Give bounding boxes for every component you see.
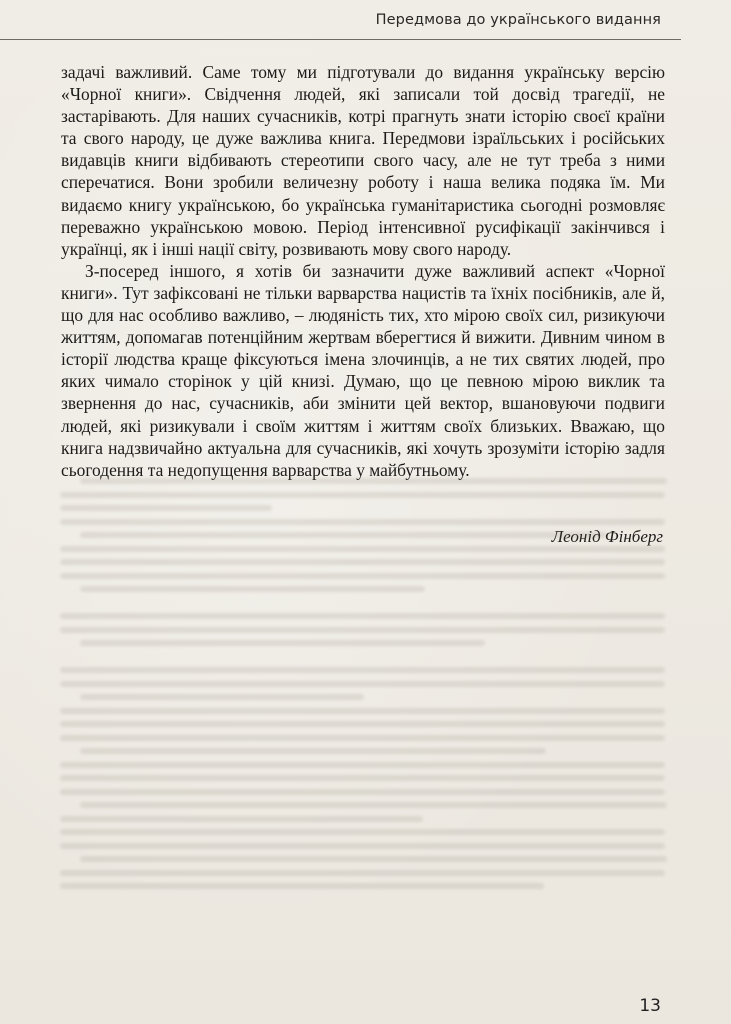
bleed-through-line (80, 640, 485, 646)
bleed-through-line (80, 694, 364, 700)
bleed-through-line (80, 748, 546, 754)
bleed-through-line (80, 478, 667, 484)
bleed-through-line (60, 789, 665, 795)
bleed-through-line (60, 627, 665, 633)
paragraph-2: З-посеред іншого, я хотів би зазначити дуже важливий аспект «Чорної книги». Тут зафіксовані не тільки варварства нацистів та їхніх посібників, але й, що для нас особливо важливо, – людяність тих, хто мірою своїх сил, ризикуючи життям, допомагав потенційним жертвам вберегтися й вижити. Дивним чином в історії людства краще фіксуються імена злочинців, а не тих святих людей, про яких чимало сторінок у цій книзі. Думаю, що це певною мірою виклик та звернення до нас, сучасників, аби змінити цей вектор, вшановуючи подвиги людей, які ризикували і своїм життям і життям своїх близьких. Вважаю, що книга надзвичайно актуальна для сучасників, які хочуть зрозуміти історію задля сьогодення та недопущення варварства у майбутньому. (61, 260, 665, 480)
bleed-through-line (80, 856, 667, 862)
running-header: Передмова до українського видання (375, 12, 661, 28)
bleed-through-line (60, 721, 665, 727)
bleed-through-line (60, 816, 423, 822)
bleed-through-line (80, 802, 667, 808)
bleed-through-line (60, 519, 665, 525)
bleed-through-line (60, 775, 665, 781)
bleed-through-line (80, 532, 606, 538)
bleed-through-line (60, 843, 665, 849)
author-signature: Леонід Фінберг (551, 527, 663, 546)
bleed-through-line (60, 681, 665, 687)
bleed-through-line (60, 559, 665, 565)
paragraph-1: задачі важливий. Саме тому ми підготували до видання українську версію «Чорної книги». Свідчення людей, які записали той досвід трагедії, не застарівають. Для наших сучасників, котрі прагнуть знати історію своєї країни та свого народу, це дуже важлива книга. Передмови ізраїльських і російських видавців книги відбивають стереотипи свого часу, але не тут треба з ними сперечатися. Вони зробили величезну роботу і наша велика подяка їм. Ми видаємо книгу українською, бо українська гуманітаристика сьогодні розмовляє переважно українською мовою. Період інтенсивної русифікації закінчився і українці, як і інші нації світу, розвивають мову свого народу. (61, 62, 665, 259)
bleed-through-line (60, 870, 665, 876)
bleed-through-line (60, 573, 665, 579)
bleed-through-line (60, 762, 665, 768)
bleed-through-line (60, 505, 272, 511)
bleed-through-line (60, 613, 665, 619)
bleed-through-line (80, 586, 425, 592)
page-number: 13 (639, 996, 661, 1016)
bleed-through-line (60, 829, 665, 835)
bleed-through-line (60, 708, 665, 714)
bleed-through-line (60, 883, 544, 889)
header-rule (0, 39, 681, 40)
bleed-through-line (60, 667, 665, 673)
bleed-through-line (60, 546, 665, 552)
bleed-through-line (60, 492, 665, 498)
bleed-through-text (60, 478, 665, 908)
bleed-through-line (60, 735, 665, 741)
body-text (61, 61, 665, 481)
